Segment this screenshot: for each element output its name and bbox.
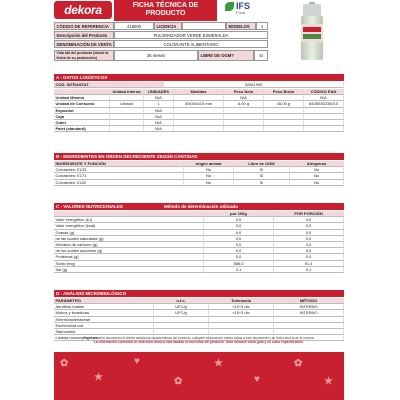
table-cell: 2,1 [204,267,274,273]
table-header-cell: Libre de OGM [234,161,290,167]
table-cell: 0,0 [274,230,344,236]
table-cell: No [290,180,344,186]
table-header-cell: INGREDIENTE Y FUNCIÓN [54,161,184,167]
table-cell: Colorantes: E171 [54,173,184,179]
table-cell: 0,0 [204,230,274,236]
ref-label: CÓDIGO DE REFERENCIA [54,22,114,30]
table-cell: 0,0 [204,254,274,260]
table-cell: Outer [54,120,110,126]
table-cell: No [290,173,344,179]
table-header-cell: Tolerancia [209,298,274,304]
logo-text: dekora [64,3,102,17]
ingredients-title: B - INGREDIENTES EN ORDEN DECRECIENTE SEGÚN CANTIDAD [54,153,344,160]
table-cell: Sí [234,180,290,186]
table-header-cell: Unidad interna [110,89,144,95]
table-header-cell: PARÁMETRO [54,298,154,304]
table-cell: N/A [224,95,264,101]
table-cell: 0,0 [204,248,274,254]
table-cell: Sí [234,173,290,179]
table-cell: 45,00 g [264,101,304,107]
table-cell: 0,0 [204,236,274,242]
brand-logo [54,1,112,19]
table-cell: 0,0 [274,254,344,260]
table-header-cell: MÉTODO [274,298,344,304]
table-cell: <10^3 ufc [209,310,274,316]
footer-line1: Por el presente documento el cliente acepta las características del producto, cualquier reclamación estará sujeta a este documento y su fecha será la de la compra. [83,336,315,340]
product-image [286,2,340,62]
table-cell: 0,0 [274,242,344,248]
table-cell: 0,0 [204,223,274,229]
table-cell: Sodio (mg) [54,261,204,267]
table-cell: 0,0 [274,223,344,229]
table-cell: 6,00 g [224,101,264,107]
models-label: MODELOS [226,22,256,30]
table-header-cell: por 100g [204,211,274,217]
ifs-certification [224,0,276,20]
table-cell: Unidad Mínima [54,95,110,101]
table-cell: 0,0 [204,242,274,248]
table-cell: Palet (standard) [54,126,110,132]
table-cell [174,126,224,132]
table-cell: 0,1 [274,267,344,273]
decor-star-icon: ★ [214,358,223,369]
table-cell: N/A [144,126,174,132]
table-cell: 856,0 [204,261,274,267]
table-cell: N/A [144,114,174,120]
document-title-line1: FICHA TÉCNICA DE [132,2,199,9]
table-cell: <10^3 ufc [209,304,274,310]
table-cell [304,126,344,132]
decor-heart-icon: ♥ [254,374,260,385]
nutrition-header [54,203,344,210]
desc-label: Descripción del Producto [54,31,114,39]
decor-flower-icon: ✿ [294,358,303,369]
table-header-cell: Peso Bruto [264,89,304,95]
life-value: 36 meses [114,50,198,61]
table-cell: Grasas (g) [54,230,204,236]
table-cell [110,126,144,132]
table-cell: Colorantes: E102 [54,180,184,186]
table-cell: N/A [304,95,344,101]
intrastat-label: COD. INTRASTAT [54,82,164,88]
document-title-line2: PRODUCTO [145,10,186,17]
table-header-cell: Medidas [174,89,224,95]
table-cell: Unidad de Consumo [54,101,110,107]
sale-value: COLORANTE ALIMENTARIO [114,40,268,48]
sale-label: DENOMINACIÓN DE VENTA [54,40,114,48]
table-cell: No [290,167,344,173]
table-cell: de los cuales azúcares (g) [54,248,204,254]
ogm-label: LIBRE DE OGM? [198,50,254,61]
table-header-cell: origen animal [184,161,234,167]
models-value: 1 [256,22,268,30]
table-row [54,180,344,186]
table-cell: de las cuales saturadas (g) [54,236,204,242]
table-cell: UFC/g [154,310,209,316]
table-cell: 8435035230013 [304,101,344,107]
table-cell: Salmonella [54,329,154,335]
table-cell: No [184,173,234,179]
spray-cap [303,4,321,16]
table-cell: N/A [144,120,174,126]
table-cell: Unidad [110,101,144,107]
footer-note [54,336,344,350]
table-header-cell: UNIDADES [144,89,174,95]
table-cell: INTERNO [274,310,344,316]
table-cell: Colorantes: E133 [54,167,184,173]
table-cell: Valor energético (kcal) [54,223,204,229]
table-cell: N/A [144,108,174,114]
footer-line2: La información contenida en esta ficha técnica está basada en muestras del producto. Debe tomarse como guía y no como especificación. [93,340,305,344]
cert-sub: Food [236,10,246,15]
decorative-footer-band [54,352,344,400]
nutrition-title: C - VALORES NUTRICIONALES [56,204,123,209]
ref-value: 418000 [114,22,154,30]
table-cell: N/A [144,95,174,101]
license-value [182,22,226,30]
table-cell: Listeria monocytogenes [54,335,154,341]
table-cell: Mohos y levaduras [54,310,154,316]
table-cell: UFC/g [154,304,209,310]
cert-name: IFS [236,1,251,11]
table-cell: Aerobios totales [54,304,154,310]
micro-title: D - ANÁLISIS MICROBIOLÓGICO [54,290,344,297]
table-cell: 0,0 [204,217,274,223]
table-row [54,267,344,273]
table-cell: 1 [144,101,174,107]
table-cell: No [184,180,234,186]
table-cell: Caja [54,114,110,120]
table-cell: Valor energético (kJ) [54,217,204,223]
decor-heart-icon: ♥ [134,356,140,367]
table-cell: Hidratos de carbono (g) [54,242,204,248]
license-label: LICENCIA [154,22,182,30]
table-cell: Expositor [54,108,110,114]
table-cell: Sí [234,167,290,173]
table-cell [264,126,304,132]
table-cell: 0,0 [274,217,344,223]
table-cell: Escherichia coli [54,323,154,329]
document-title [114,0,217,21]
life-label: Vida útil del producto (desde la fecha de su producción) [54,50,114,61]
table-cell: 0,0 [274,248,344,254]
table-cell: No [184,167,234,173]
table-cell: Proteínas (g) [54,254,204,260]
table-header-cell: CÓDIGO EAN [304,89,344,95]
table-cell: 51,4 [274,261,344,267]
ifs-leaf-icon [225,2,234,11]
nutrition-method: Método de determinación utilizado [164,204,239,209]
intrastat-value: 32061900 [164,82,344,88]
table-row [54,126,344,132]
table-header-cell: Peso Neto [224,89,264,95]
decor-star-icon: ★ [324,376,333,387]
table-cell: 0,0 [274,236,344,242]
bottle-label [301,24,323,42]
table-header-cell: POR PORCIÓN [274,211,344,217]
table-cell: INTERNO [274,304,344,310]
table-cell: Enterobacteriaceae [54,317,154,323]
table-cell: 30x30x110 mm [174,101,224,107]
table-header-cell: u.f.c. [154,298,209,304]
logistics-title: A - DATOS LOGÍSTICOS [54,74,344,81]
decor-flower-icon: ✿ [174,376,183,387]
table-cell: Sal (g) [54,267,204,273]
decor-star-icon: ★ [94,372,103,383]
table-header-cell: Alérgenos [290,161,344,167]
decor-cake-icon: ✿ [60,358,69,369]
ogm-value: SI [254,50,268,61]
desc-value: PULVERIZADOR VERDE ESMERALDA [114,31,268,39]
table-cell [224,126,264,132]
